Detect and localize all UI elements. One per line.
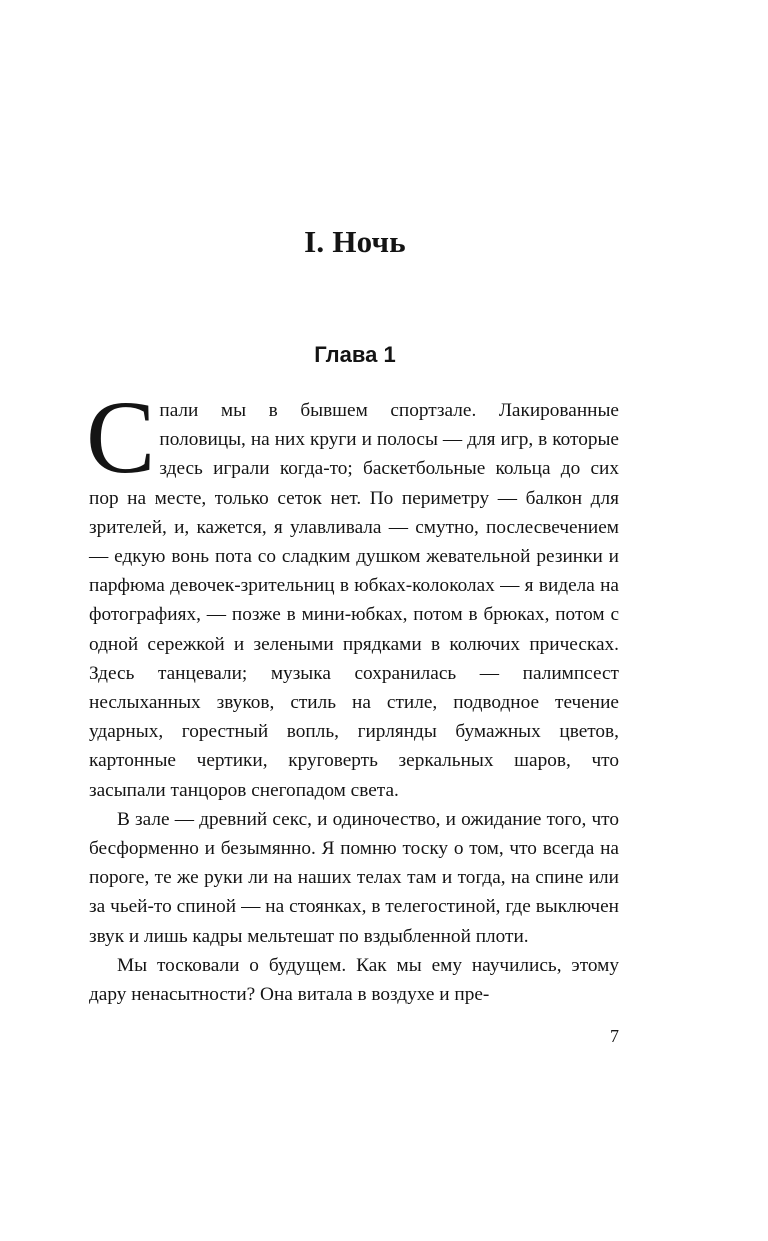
- paragraph-2: В зале — древний секс, и одиночество, и ожидание того, что бесформенно и безымянно. Я помню тоску о том, что всегда на пороге, те же руки ли на наших телах там и тогда, на спине или за чьей-то спиной — на стоянках, в телегостиной, где выключен звук и лишь кадры мельтешат по вздыбленной плоти.: [89, 808, 619, 947]
- part-title: I. Ночь: [304, 224, 406, 259]
- paragraph-3: Мы тосковали о будущем. Как мы ему научились, этому дару ненасытности? Она витала в воздухе и пре-: [89, 954, 619, 1006]
- paragraph-1-text: пали мы в бывшем спортзале. Лакированные половицы, на них круги и полосы — для игр, в которые здесь играли когда-то; баскетбольные кольца до сих пор на месте, только сеток нет. По периметру — балкон для зрителей, и, кажется, я улавливала — смутно, послесвечением — едкую вонь пота со сладким душком жевательной резинки и парфюма девочек-зрительниц в юбках-колоколах — я видела на фотографиях, — позже в мини-юбках, потом в брюках, потом с одной сережкой и зелеными прядками в колючих прическах. Здесь танцевали; музыка сохранилась — палимпсест неслыханных звуков, стиль на стиле, подводное течение ударных, горестный вопль, гирлянды бумажных цветов, картонные чертики, круговерть зеркальных шаров, что засыпали танцоров снегопадом света.: [89, 400, 619, 801]
- drop-cap: С: [86, 380, 156, 495]
- chapter-text: [86, 380, 619, 1009]
- page-number: 7: [610, 1026, 619, 1046]
- paragraph-1: [86, 380, 619, 805]
- chapter-title: Глава 1: [314, 342, 396, 367]
